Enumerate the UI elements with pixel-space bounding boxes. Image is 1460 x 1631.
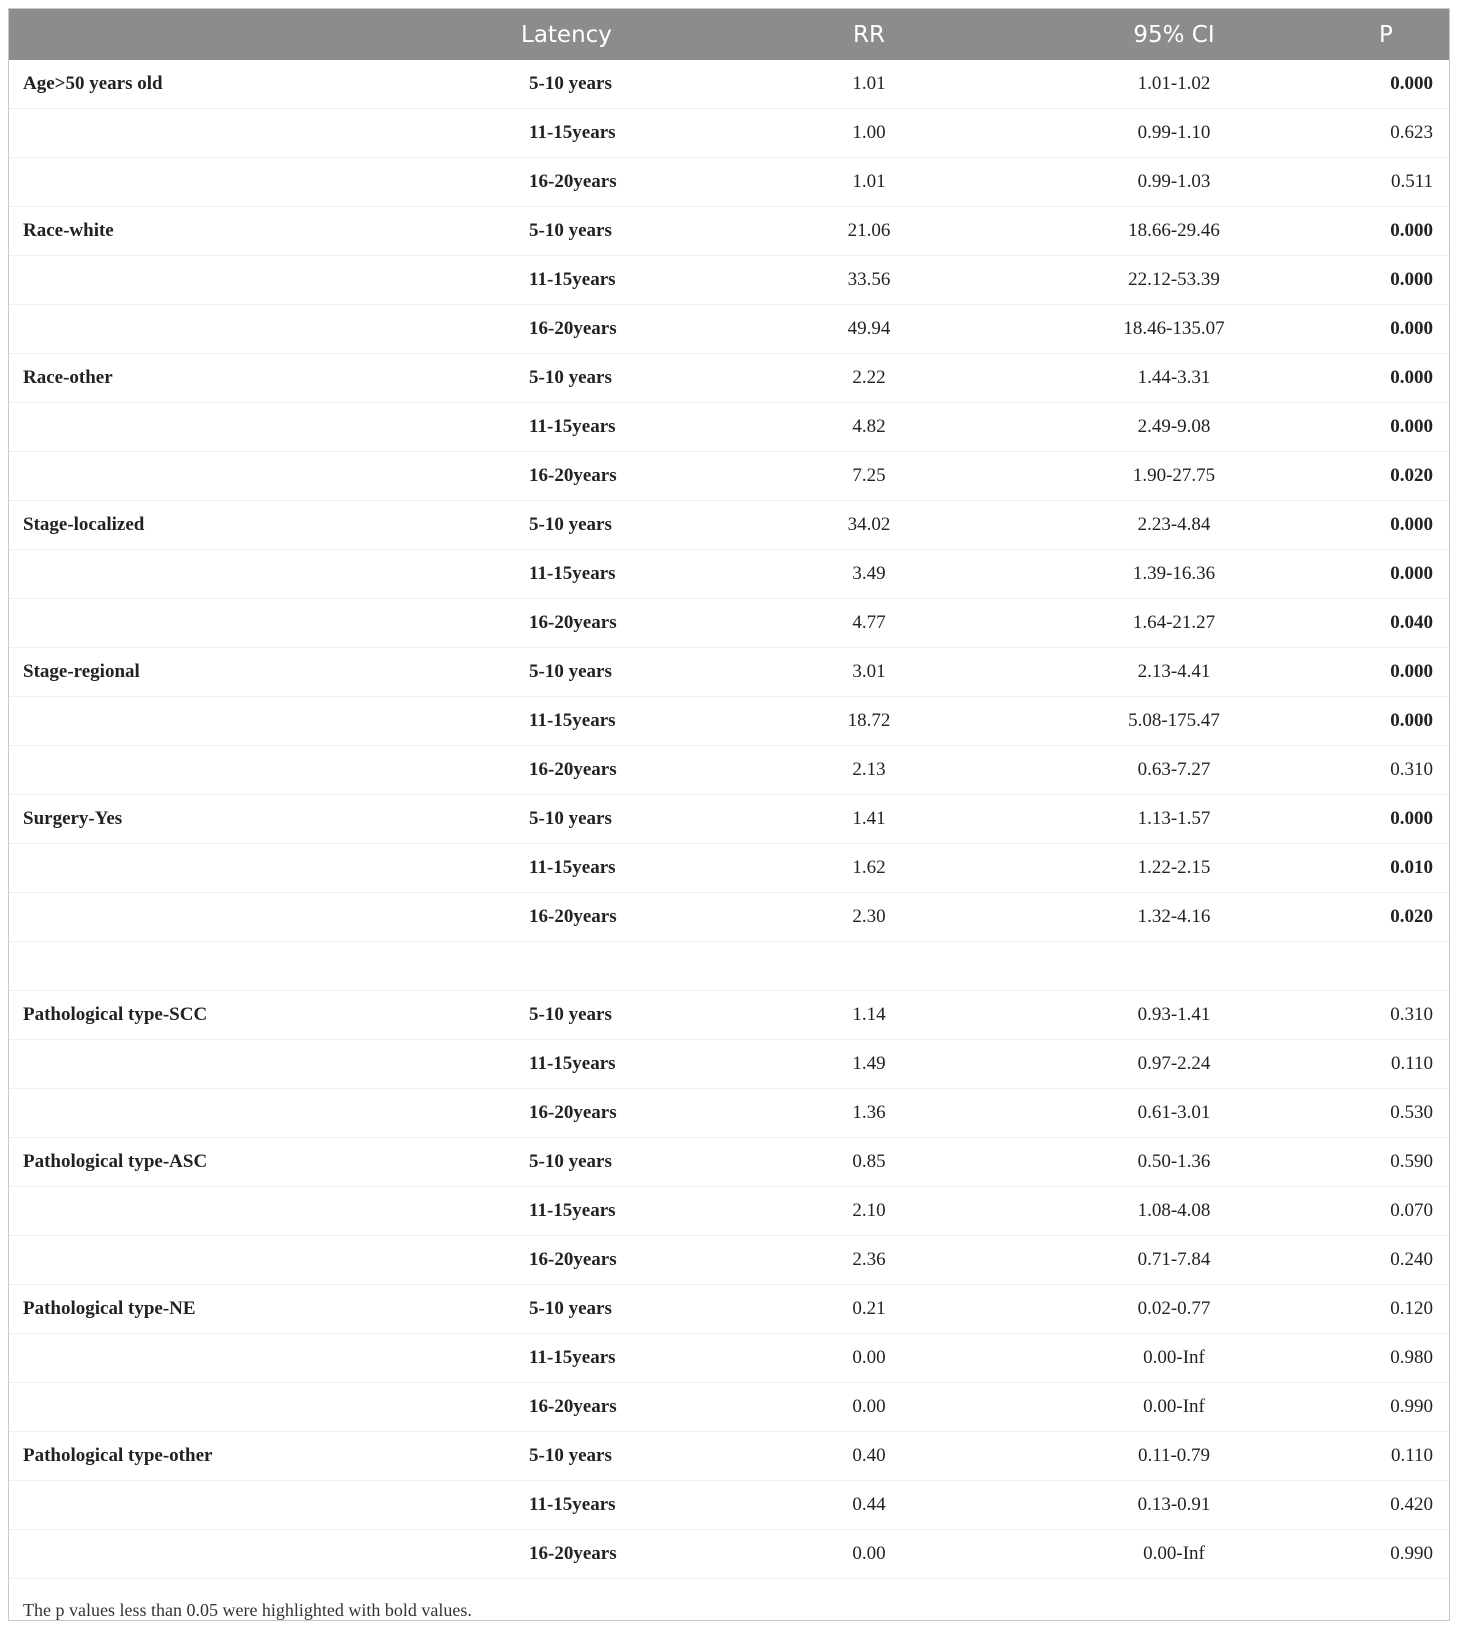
table-footnote: The p values less than 0.05 were highlighted with bold values.: [23, 1600, 472, 1620]
variable-cell: Pathological type-SCC: [9, 991, 389, 1040]
rr-cell: 1.14: [769, 991, 969, 1040]
rr-cell: 0.40: [769, 1432, 969, 1481]
p-value-cell: 0.590: [1379, 1138, 1449, 1187]
table-row: [9, 354, 1449, 403]
latency-cell: 5-10 years: [389, 60, 769, 109]
rr-cell: 0.85: [769, 1138, 969, 1187]
latency-cell: 11-15years: [389, 403, 769, 452]
variable-cell: [9, 550, 389, 599]
ci-cell: 0.13-0.91: [969, 1481, 1379, 1530]
latency-cell: 5-10 years: [389, 354, 769, 403]
p-value-cell: 0.623: [1379, 109, 1449, 158]
rr-cell: 1.62: [769, 844, 969, 893]
ci-cell: 0.02-0.77: [969, 1285, 1379, 1334]
variable-cell: [9, 599, 389, 648]
ci-cell: 1.44-3.31: [969, 354, 1379, 403]
table-row: [9, 746, 1449, 795]
table-row: [9, 452, 1449, 501]
table-row: [9, 207, 1449, 256]
variable-cell: [9, 1530, 389, 1579]
header-variable: [9, 9, 389, 60]
latency-cell: 5-10 years: [389, 207, 769, 256]
p-value-cell: 0.110: [1379, 1432, 1449, 1481]
header-rr: RR: [769, 9, 969, 60]
p-value-cell: 0.000: [1379, 354, 1449, 403]
ci-cell: 2.13-4.41: [969, 648, 1379, 697]
table-row: [9, 550, 1449, 599]
rr-cell: 21.06: [769, 207, 969, 256]
table-row: [9, 991, 1449, 1040]
variable-cell: [9, 1383, 389, 1432]
rr-cell: 2.22: [769, 354, 969, 403]
ci-cell: 2.23-4.84: [969, 501, 1379, 550]
ci-cell: 1.13-1.57: [969, 795, 1379, 844]
ci-cell: 1.90-27.75: [969, 452, 1379, 501]
p-value-cell: 0.110: [1379, 1040, 1449, 1089]
header-ci: 95% CI: [969, 9, 1379, 60]
rr-cell: 18.72: [769, 697, 969, 746]
rr-cell: 1.01: [769, 158, 969, 207]
p-value-cell: 0.020: [1379, 452, 1449, 501]
table-row: [9, 501, 1449, 550]
latency-cell: 16-20years: [389, 1530, 769, 1579]
ci-cell: 1.22-2.15: [969, 844, 1379, 893]
p-value-cell: 0.000: [1379, 697, 1449, 746]
latency-cell: 16-20years: [389, 1236, 769, 1285]
table-row: [9, 60, 1449, 109]
rr-cell: 3.49: [769, 550, 969, 599]
table-row: [9, 1138, 1449, 1187]
variable-cell: [9, 305, 389, 354]
p-value-cell: 0.240: [1379, 1236, 1449, 1285]
table-row: [9, 844, 1449, 893]
variable-cell: [9, 1187, 389, 1236]
p-value-cell: 0.000: [1379, 648, 1449, 697]
latency-cell: 11-15years: [389, 1040, 769, 1089]
table-row: [9, 1285, 1449, 1334]
variable-cell: [9, 1481, 389, 1530]
ci-cell: 0.00-Inf: [969, 1530, 1379, 1579]
table-row: [9, 256, 1449, 305]
p-value-cell: 0.000: [1379, 60, 1449, 109]
p-value-cell: 0.020: [1379, 893, 1449, 942]
rr-cell: 2.13: [769, 746, 969, 795]
table-row: [9, 648, 1449, 697]
latency-cell: 16-20years: [389, 452, 769, 501]
p-value-cell: 0.990: [1379, 1383, 1449, 1432]
header-latency: Latency: [389, 9, 769, 60]
variable-cell: Age>50 years old: [9, 60, 389, 109]
variable-cell: [9, 844, 389, 893]
table-row: [9, 795, 1449, 844]
variable-cell: Pathological type-ASC: [9, 1138, 389, 1187]
rr-cell: 1.00: [769, 109, 969, 158]
ci-cell: 1.39-16.36: [969, 550, 1379, 599]
variable-cell: [9, 697, 389, 746]
empty-cell: [9, 942, 389, 991]
latency-cell: 11-15years: [389, 1334, 769, 1383]
variable-cell: [9, 1089, 389, 1138]
rr-cell: 0.21: [769, 1285, 969, 1334]
table-row: [9, 1383, 1449, 1432]
p-value-cell: 0.310: [1379, 991, 1449, 1040]
p-value-cell: 0.000: [1379, 207, 1449, 256]
variable-cell: [9, 1040, 389, 1089]
latency-cell: 5-10 years: [389, 991, 769, 1040]
empty-cell: [389, 942, 769, 991]
empty-cell: [969, 942, 1379, 991]
rr-cell: 3.01: [769, 648, 969, 697]
p-value-cell: 0.420: [1379, 1481, 1449, 1530]
latency-cell: 5-10 years: [389, 795, 769, 844]
p-value-cell: 0.310: [1379, 746, 1449, 795]
p-value-cell: 0.000: [1379, 403, 1449, 452]
variable-cell: [9, 746, 389, 795]
variable-cell: Pathological type-other: [9, 1432, 389, 1481]
table-row: [9, 1334, 1449, 1383]
ci-cell: 0.97-2.24: [969, 1040, 1379, 1089]
variable-cell: Race-white: [9, 207, 389, 256]
latency-cell: 5-10 years: [389, 1138, 769, 1187]
variable-cell: Surgery-Yes: [9, 795, 389, 844]
latency-cell: 11-15years: [389, 256, 769, 305]
variable-cell: Pathological type-NE: [9, 1285, 389, 1334]
ci-cell: 0.99-1.03: [969, 158, 1379, 207]
table-container: [8, 8, 1450, 1621]
latency-cell: 5-10 years: [389, 1432, 769, 1481]
p-value-cell: 0.120: [1379, 1285, 1449, 1334]
ci-cell: 22.12-53.39: [969, 256, 1379, 305]
ci-cell: 0.61-3.01: [969, 1089, 1379, 1138]
rr-cell: 2.10: [769, 1187, 969, 1236]
ci-cell: 0.63-7.27: [969, 746, 1379, 795]
variable-cell: [9, 158, 389, 207]
variable-cell: [9, 893, 389, 942]
p-value-cell: 0.530: [1379, 1089, 1449, 1138]
ci-cell: 2.49-9.08: [969, 403, 1379, 452]
table-row: [9, 403, 1449, 452]
header-row: [9, 9, 1449, 60]
p-value-cell: 0.000: [1379, 256, 1449, 305]
p-value-cell: 0.000: [1379, 305, 1449, 354]
variable-cell: [9, 109, 389, 158]
latency-cell: 5-10 years: [389, 501, 769, 550]
ci-cell: 0.99-1.10: [969, 109, 1379, 158]
spacer-row: [9, 942, 1449, 991]
ci-cell: 18.66-29.46: [969, 207, 1379, 256]
rr-cell: 4.77: [769, 599, 969, 648]
variable-cell: [9, 403, 389, 452]
latency-cell: 16-20years: [389, 1089, 769, 1138]
rr-cell: 4.82: [769, 403, 969, 452]
table-row: [9, 1481, 1449, 1530]
variable-cell: Stage-regional: [9, 648, 389, 697]
table-row: [9, 1187, 1449, 1236]
p-value-cell: 0.070: [1379, 1187, 1449, 1236]
p-value-cell: 0.000: [1379, 501, 1449, 550]
latency-cell: 16-20years: [389, 893, 769, 942]
latency-cell: 5-10 years: [389, 648, 769, 697]
latency-cell: 16-20years: [389, 158, 769, 207]
variable-cell: [9, 1334, 389, 1383]
table-row: [9, 158, 1449, 207]
rr-cell: 1.41: [769, 795, 969, 844]
rr-cell: 1.36: [769, 1089, 969, 1138]
rr-cell: 2.36: [769, 1236, 969, 1285]
rr-cell: 1.01: [769, 60, 969, 109]
rr-cell: 2.30: [769, 893, 969, 942]
latency-cell: 11-15years: [389, 550, 769, 599]
latency-cell: 11-15years: [389, 844, 769, 893]
rr-cell: 33.56: [769, 256, 969, 305]
variable-cell: [9, 452, 389, 501]
results-table: [9, 9, 1449, 1579]
ci-cell: 18.46-135.07: [969, 305, 1379, 354]
ci-cell: 0.71-7.84: [969, 1236, 1379, 1285]
ci-cell: 1.32-4.16: [969, 893, 1379, 942]
table-row: [9, 1089, 1449, 1138]
table-row: [9, 1040, 1449, 1089]
variable-cell: [9, 256, 389, 305]
p-value-cell: 0.990: [1379, 1530, 1449, 1579]
table-row: [9, 893, 1449, 942]
ci-cell: 1.64-21.27: [969, 599, 1379, 648]
latency-cell: 11-15years: [389, 109, 769, 158]
table-row: [9, 1236, 1449, 1285]
table-row: [9, 599, 1449, 648]
p-value-cell: 0.980: [1379, 1334, 1449, 1383]
rr-cell: 0.00: [769, 1383, 969, 1432]
variable-cell: Race-other: [9, 354, 389, 403]
latency-cell: 16-20years: [389, 599, 769, 648]
latency-cell: 11-15years: [389, 1481, 769, 1530]
latency-cell: 16-20years: [389, 746, 769, 795]
rr-cell: 0.00: [769, 1334, 969, 1383]
rr-cell: 0.00: [769, 1530, 969, 1579]
empty-cell: [1379, 942, 1449, 991]
table-row: [9, 697, 1449, 746]
ci-cell: 0.93-1.41: [969, 991, 1379, 1040]
table-row: [9, 1432, 1449, 1481]
latency-cell: 11-15years: [389, 1187, 769, 1236]
ci-cell: 1.08-4.08: [969, 1187, 1379, 1236]
empty-cell: [769, 942, 969, 991]
table-body: [9, 60, 1449, 1579]
rr-cell: 1.49: [769, 1040, 969, 1089]
latency-cell: 16-20years: [389, 305, 769, 354]
rr-cell: 49.94: [769, 305, 969, 354]
latency-cell: 16-20years: [389, 1383, 769, 1432]
ci-cell: 0.00-Inf: [969, 1334, 1379, 1383]
latency-cell: 11-15years: [389, 697, 769, 746]
table-row: [9, 109, 1449, 158]
latency-cell: 5-10 years: [389, 1285, 769, 1334]
ci-cell: 5.08-175.47: [969, 697, 1379, 746]
ci-cell: 0.50-1.36: [969, 1138, 1379, 1187]
variable-cell: Stage-localized: [9, 501, 389, 550]
rr-cell: 7.25: [769, 452, 969, 501]
p-value-cell: 0.511: [1379, 158, 1449, 207]
table-header: [9, 9, 1449, 60]
header-p: P: [1379, 9, 1449, 60]
p-value-cell: 0.000: [1379, 550, 1449, 599]
rr-cell: 34.02: [769, 501, 969, 550]
ci-cell: 0.11-0.79: [969, 1432, 1379, 1481]
p-value-cell: 0.010: [1379, 844, 1449, 893]
table-row: [9, 1530, 1449, 1579]
p-value-cell: 0.000: [1379, 795, 1449, 844]
ci-cell: 1.01-1.02: [969, 60, 1379, 109]
variable-cell: [9, 1236, 389, 1285]
ci-cell: 0.00-Inf: [969, 1383, 1379, 1432]
table-row: [9, 305, 1449, 354]
p-value-cell: 0.040: [1379, 599, 1449, 648]
rr-cell: 0.44: [769, 1481, 969, 1530]
